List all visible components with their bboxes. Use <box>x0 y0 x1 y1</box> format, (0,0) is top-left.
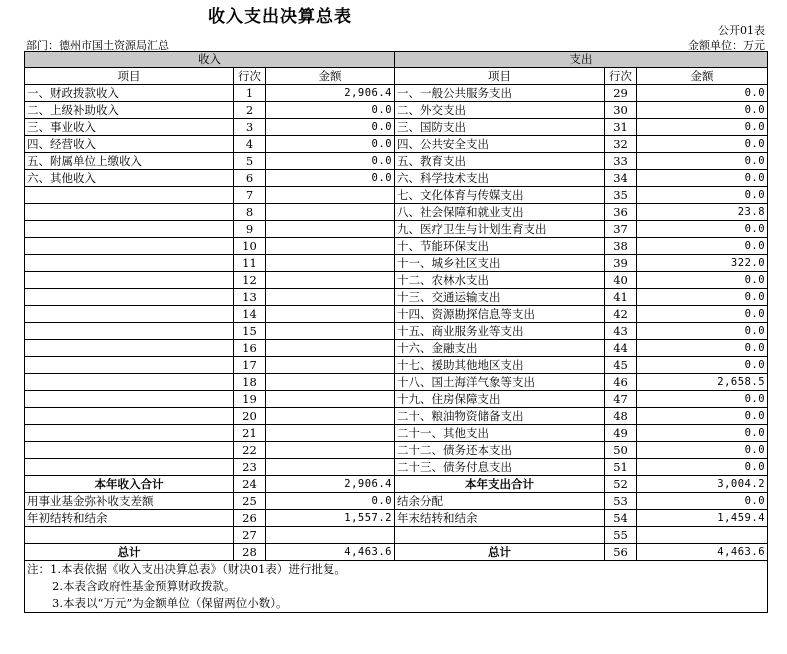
expense-amount-cell: 2,658.5 <box>637 374 768 391</box>
income-item-cell <box>25 204 234 221</box>
income-item-cell <box>25 221 234 238</box>
table-row <box>25 153 768 170</box>
income-item-cell <box>25 442 234 459</box>
expense-amount-cell: 0.0 <box>637 289 768 306</box>
income-item-cell: 本年收入合计 <box>25 476 234 493</box>
expense-amount-cell: 0.0 <box>637 408 768 425</box>
section-income: 收入 <box>25 52 395 68</box>
expense-line-cell: 35 <box>605 187 637 204</box>
expense-line-cell: 29 <box>605 85 637 102</box>
expense-item-cell: 十九、住房保障支出 <box>395 391 605 408</box>
expense-line-cell: 42 <box>605 306 637 323</box>
department-label: 部门：德州市国土资源局汇总 <box>26 39 169 52</box>
expense-item-cell: 二、外交支出 <box>395 102 605 119</box>
income-item-cell <box>25 374 234 391</box>
expense-item-cell: 五、教育支出 <box>395 153 605 170</box>
income-line-cell: 12 <box>234 272 266 289</box>
income-item-cell: 二、上级补助收入 <box>25 102 234 119</box>
income-amount-cell <box>266 459 395 476</box>
expense-item-cell: 九、医疗卫生与计划生育支出 <box>395 221 605 238</box>
income-amount-cell: 0.0 <box>266 170 395 187</box>
income-line-cell: 11 <box>234 255 266 272</box>
expense-amount-cell: 0.0 <box>637 136 768 153</box>
income-line-cell: 28 <box>234 544 266 561</box>
expense-line-cell: 30 <box>605 102 637 119</box>
expense-item-cell: 本年支出合计 <box>395 476 605 493</box>
table-row <box>25 340 768 357</box>
income-amount-cell <box>266 323 395 340</box>
expense-line-cell: 46 <box>605 374 637 391</box>
form-number: 公开01表 <box>718 24 765 37</box>
expense-item-cell: 二十二、债务还本支出 <box>395 442 605 459</box>
expense-line-cell: 50 <box>605 442 637 459</box>
expense-line-cell: 32 <box>605 136 637 153</box>
expense-amount-cell: 0.0 <box>637 238 768 255</box>
income-item-cell: 用事业基金弥补收支差额 <box>25 493 234 510</box>
table-row <box>25 459 768 476</box>
expense-amount-cell: 0.0 <box>637 306 768 323</box>
table-row <box>25 238 768 255</box>
table-body <box>25 52 768 613</box>
table-row <box>25 272 768 289</box>
income-line-cell: 16 <box>234 340 266 357</box>
income-amount-cell <box>266 340 395 357</box>
income-item-cell <box>25 340 234 357</box>
income-item-cell <box>25 306 234 323</box>
col-income-line: 行次 <box>234 68 266 85</box>
income-item-cell <box>25 255 234 272</box>
table-row <box>25 408 768 425</box>
expense-line-cell: 43 <box>605 323 637 340</box>
income-line-cell: 23 <box>234 459 266 476</box>
income-amount-cell <box>266 391 395 408</box>
income-line-cell: 2 <box>234 102 266 119</box>
income-amount-cell: 4,463.6 <box>266 544 395 561</box>
income-amount-cell: 0.0 <box>266 136 395 153</box>
income-line-cell: 19 <box>234 391 266 408</box>
income-amount-cell <box>266 442 395 459</box>
table-row <box>25 323 768 340</box>
expense-amount-cell: 0.0 <box>637 459 768 476</box>
column-header-row <box>25 68 768 85</box>
income-amount-cell: 2,906.4 <box>266 476 395 493</box>
table-row <box>25 85 768 102</box>
note-row <box>25 595 768 613</box>
note-row <box>25 561 768 579</box>
report-title: 收入支出决算总表 <box>208 7 352 27</box>
income-line-cell: 5 <box>234 153 266 170</box>
income-item-cell: 五、附属单位上缴收入 <box>25 153 234 170</box>
expense-item-cell: 二十、粮油物资储备支出 <box>395 408 605 425</box>
income-line-cell: 20 <box>234 408 266 425</box>
income-amount-cell: 0.0 <box>266 102 395 119</box>
table-row <box>25 204 768 221</box>
expense-line-cell: 53 <box>605 493 637 510</box>
income-amount-cell <box>266 221 395 238</box>
expense-item-cell: 结余分配 <box>395 493 605 510</box>
table-row <box>25 425 768 442</box>
table-row <box>25 255 768 272</box>
expense-line-cell: 41 <box>605 289 637 306</box>
income-item-cell <box>25 289 234 306</box>
income-amount-cell <box>266 527 395 544</box>
expense-item-cell: 六、科学技术支出 <box>395 170 605 187</box>
income-amount-cell <box>266 255 395 272</box>
expense-amount-cell: 0.0 <box>637 85 768 102</box>
expense-item-cell: 一、一般公共服务支出 <box>395 85 605 102</box>
expense-line-cell: 31 <box>605 119 637 136</box>
income-item-cell <box>25 187 234 204</box>
table-row <box>25 119 768 136</box>
expense-line-cell: 45 <box>605 357 637 374</box>
expense-item-cell: 总计 <box>395 544 605 561</box>
expense-amount-cell: 23.8 <box>637 204 768 221</box>
income-item-cell: 总计 <box>25 544 234 561</box>
col-expense-item: 项目 <box>395 68 605 85</box>
expense-item-cell: 十三、交通运输支出 <box>395 289 605 306</box>
expense-line-cell: 48 <box>605 408 637 425</box>
income-line-cell: 8 <box>234 204 266 221</box>
income-item-cell <box>25 425 234 442</box>
expense-item-cell: 八、社会保障和就业支出 <box>395 204 605 221</box>
col-income-amount: 金额 <box>266 68 395 85</box>
expense-item-cell: 十二、农林水支出 <box>395 272 605 289</box>
income-line-cell: 9 <box>234 221 266 238</box>
income-expense-table <box>24 51 768 613</box>
table-row <box>25 374 768 391</box>
income-amount-cell <box>266 238 395 255</box>
expense-line-cell: 55 <box>605 527 637 544</box>
income-amount-cell <box>266 306 395 323</box>
expense-line-cell: 33 <box>605 153 637 170</box>
expense-amount-cell: 0.0 <box>637 323 768 340</box>
note-text: 2.本表含政府性基金预算财政拨款。 <box>25 578 768 595</box>
table-row <box>25 102 768 119</box>
table-row <box>25 136 768 153</box>
income-amount-cell: 1,557.2 <box>266 510 395 527</box>
col-income-item: 项目 <box>25 68 234 85</box>
total-row <box>25 544 768 561</box>
expense-amount-cell: 3,004.2 <box>637 476 768 493</box>
income-amount-cell: 0.0 <box>266 119 395 136</box>
table-row <box>25 357 768 374</box>
income-item-cell: 年初结转和结余 <box>25 510 234 527</box>
expense-amount-cell: 0.0 <box>637 221 768 238</box>
table-row <box>25 442 768 459</box>
expense-line-cell: 39 <box>605 255 637 272</box>
table-row <box>25 187 768 204</box>
income-line-cell: 27 <box>234 527 266 544</box>
income-line-cell: 17 <box>234 357 266 374</box>
income-line-cell: 14 <box>234 306 266 323</box>
income-line-cell: 15 <box>234 323 266 340</box>
income-amount-cell <box>266 357 395 374</box>
expense-item-cell: 七、文化体育与传媒支出 <box>395 187 605 204</box>
summary-row <box>25 510 768 527</box>
note-text: 注：1.本表依据《收入支出决算总表》（财决01表）进行批复。 <box>25 561 768 579</box>
income-line-cell: 25 <box>234 493 266 510</box>
income-amount-cell <box>266 289 395 306</box>
amount-unit-label: 金额单位：万元 <box>688 39 765 52</box>
expense-line-cell: 36 <box>605 204 637 221</box>
income-amount-cell <box>266 374 395 391</box>
col-expense-line: 行次 <box>605 68 637 85</box>
income-line-cell: 6 <box>234 170 266 187</box>
expense-item-cell: 十一、城乡社区支出 <box>395 255 605 272</box>
expense-item-cell: 三、国防支出 <box>395 119 605 136</box>
income-item-cell <box>25 459 234 476</box>
expense-line-cell: 34 <box>605 170 637 187</box>
income-line-cell: 4 <box>234 136 266 153</box>
expense-line-cell: 44 <box>605 340 637 357</box>
table-row <box>25 391 768 408</box>
income-item-cell <box>25 272 234 289</box>
expense-line-cell: 49 <box>605 425 637 442</box>
income-item-cell: 一、财政拨款收入 <box>25 85 234 102</box>
income-item-cell: 三、事业收入 <box>25 119 234 136</box>
expense-item-cell: 十五、商业服务业等支出 <box>395 323 605 340</box>
expense-item-cell: 四、公共安全支出 <box>395 136 605 153</box>
expense-item-cell: 十四、资源勘探信息等支出 <box>395 306 605 323</box>
income-line-cell: 22 <box>234 442 266 459</box>
note-row <box>25 578 768 595</box>
income-amount-cell <box>266 425 395 442</box>
expense-amount-cell: 322.0 <box>637 255 768 272</box>
summary-row <box>25 527 768 544</box>
summary-row <box>25 476 768 493</box>
income-amount-cell: 0.0 <box>266 153 395 170</box>
income-amount-cell: 0.0 <box>266 493 395 510</box>
expense-item-cell: 十七、援助其他地区支出 <box>395 357 605 374</box>
expense-line-cell: 38 <box>605 238 637 255</box>
income-line-cell: 13 <box>234 289 266 306</box>
expense-item-cell: 十八、国土海洋气象等支出 <box>395 374 605 391</box>
expense-amount-cell: 0.0 <box>637 272 768 289</box>
expense-line-cell: 54 <box>605 510 637 527</box>
section-header-row <box>25 52 768 68</box>
expense-line-cell: 51 <box>605 459 637 476</box>
note-text: 3.本表以“万元”为金额单位（保留两位小数）。 <box>25 595 768 613</box>
income-line-cell: 7 <box>234 187 266 204</box>
expense-line-cell: 47 <box>605 391 637 408</box>
expense-amount-cell <box>637 527 768 544</box>
income-line-cell: 24 <box>234 476 266 493</box>
income-item-cell <box>25 323 234 340</box>
col-expense-amount: 金额 <box>637 68 768 85</box>
expense-amount-cell: 0.0 <box>637 119 768 136</box>
expense-amount-cell: 0.0 <box>637 340 768 357</box>
expense-amount-cell: 0.0 <box>637 391 768 408</box>
expense-amount-cell: 0.0 <box>637 442 768 459</box>
expense-amount-cell: 1,459.4 <box>637 510 768 527</box>
expense-item-cell: 二十一、其他支出 <box>395 425 605 442</box>
income-line-cell: 10 <box>234 238 266 255</box>
expense-line-cell: 56 <box>605 544 637 561</box>
expense-amount-cell: 0.0 <box>637 493 768 510</box>
expense-item-cell: 十、节能环保支出 <box>395 238 605 255</box>
expense-item-cell <box>395 527 605 544</box>
expense-line-cell: 37 <box>605 221 637 238</box>
table-row <box>25 170 768 187</box>
income-amount-cell <box>266 272 395 289</box>
expense-line-cell: 40 <box>605 272 637 289</box>
expense-amount-cell: 0.0 <box>637 153 768 170</box>
table-row <box>25 306 768 323</box>
income-item-cell <box>25 357 234 374</box>
expense-amount-cell: 0.0 <box>637 170 768 187</box>
income-item-cell: 四、经营收入 <box>25 136 234 153</box>
income-line-cell: 18 <box>234 374 266 391</box>
income-item-cell <box>25 238 234 255</box>
income-amount-cell <box>266 408 395 425</box>
income-item-cell: 六、其他收入 <box>25 170 234 187</box>
income-amount-cell: 2,906.4 <box>266 85 395 102</box>
expense-item-cell: 十六、金融支出 <box>395 340 605 357</box>
expense-amount-cell: 0.0 <box>637 357 768 374</box>
summary-row <box>25 493 768 510</box>
expense-amount-cell: 4,463.6 <box>637 544 768 561</box>
income-amount-cell <box>266 187 395 204</box>
income-amount-cell <box>266 204 395 221</box>
expense-amount-cell: 0.0 <box>637 425 768 442</box>
income-line-cell: 21 <box>234 425 266 442</box>
income-line-cell: 26 <box>234 510 266 527</box>
expense-amount-cell: 0.0 <box>637 187 768 204</box>
expense-item-cell: 二十三、债务付息支出 <box>395 459 605 476</box>
income-line-cell: 1 <box>234 85 266 102</box>
income-item-cell <box>25 408 234 425</box>
income-line-cell: 3 <box>234 119 266 136</box>
table-row <box>25 289 768 306</box>
expense-line-cell: 52 <box>605 476 637 493</box>
table-row <box>25 221 768 238</box>
income-item-cell <box>25 527 234 544</box>
section-expense: 支出 <box>395 52 768 68</box>
expense-item-cell: 年末结转和结余 <box>395 510 605 527</box>
income-item-cell <box>25 391 234 408</box>
expense-amount-cell: 0.0 <box>637 102 768 119</box>
